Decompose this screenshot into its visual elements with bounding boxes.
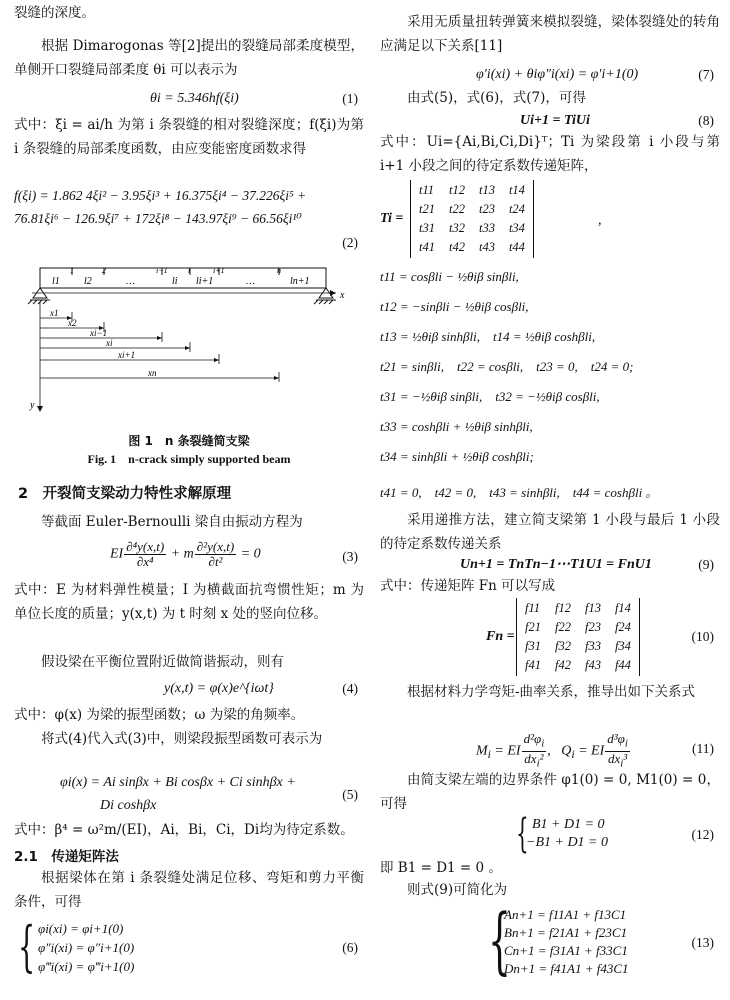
segment-label: … [126, 276, 135, 287]
equation-13-line: Dn+1 = f41A1 + f43C1 [504, 961, 629, 976]
crack-label: i+1 [213, 266, 225, 275]
paragraph: 根据 Dimarogonas 等[2]提出的裂缝局部柔度模型，单侧开口裂缝局部柔度 θi 可以表示为 [14, 38, 364, 78]
paragraph: 即 B1 = D1 = 0 。 [380, 860, 502, 876]
equation-12-line: B1 + D1 = 0 [532, 817, 605, 832]
crack-label: 1 [70, 266, 74, 275]
figure-caption-en: Fig. 1 n-crack simply supported beam [87, 452, 291, 466]
equation-number: (8) [698, 113, 714, 128]
equation-9: Un+1 = TnTn−1⋯T1U1 = FnU1 [460, 557, 652, 572]
crack-label: i [188, 266, 191, 275]
x-axis-label: x [340, 290, 345, 301]
equation-12-line: −B1 + D1 = 0 [526, 835, 609, 850]
dimension-label: xn [148, 368, 157, 378]
transfer-matrix-F: f11 f12 f13 f14 f21 f22 f23 f24 f31 f32 f33 f34 f41 f42 f43 f44 [516, 598, 640, 676]
segment-label: … [246, 276, 255, 287]
equation-brace: { [18, 915, 36, 978]
matrix-label: Ti = [380, 211, 404, 226]
dimension-label: x1 [50, 308, 59, 318]
equation-2-line-2: 76.81ξi⁶ − 126.9ξi⁷ + 172ξi⁸ − 143.97ξi⁹ − 66.56ξi¹⁰ [14, 211, 302, 226]
equation-5-line-1: φi(x) = Ai sinβx + Bi cosβx + Ci sinhβx + [60, 775, 296, 790]
transfer-matrix-T: t11 t12 t13 t14 t21 t22 t23 t24 t31 t32 t33 t34 t41 t42 t43 t44 [410, 180, 534, 258]
segment-label: li [172, 276, 178, 287]
coefficient-t33: t33 = coshβli + ½θiβ sinhβli, [380, 419, 533, 434]
paragraph: 式中：ξi = ai/h 为第 i 条裂缝的相对裂缝深度；f(ξi)为第 i 条裂缝的局部柔度函数，由应变能密度函数求得 [14, 117, 364, 157]
y-axis-label: y [30, 400, 35, 411]
equation-11: $M_i$ = EI $\frac{d^2\varphi_i}{dx_i^2}$ , $Q_i$ = EI $\frac{d^3\varphi_i}{dx_i^3}$ [476, 731, 628, 770]
equation-number: (9) [698, 557, 714, 572]
paragraph: 式中：β⁴ = ω²m/(EI)，Ai，Bi，Ci，Di均为待定系数。 [14, 822, 354, 838]
dimension-label: xi+1 [118, 350, 136, 360]
equation-7: φ′i(xi) + θiφ″i(xi) = φ′i+1(0) [476, 67, 639, 82]
equation-number: (4) [342, 681, 358, 696]
paragraph: 式中：Ui={Ai,Bi,Ci,Di}ᵀ；Ti 为梁段第 i 小段与第 i+1 小段之间的待定系数传递矩阵， [380, 134, 720, 174]
left-column [14, 0, 364, 1000]
equation-number: (12) [691, 827, 714, 842]
coefficient-t31-t32: t31 = −½θiβ sinβli, t32 = −½θiβ cosβli, [380, 389, 600, 404]
matrix-comma: , [598, 213, 602, 228]
paragraph: 将式(4)代入式(3)中，则梁段振型函数可表示为 [41, 731, 323, 747]
coefficient-t34: t34 = sinhβli + ½θiβ coshβli; [380, 449, 534, 464]
segment-label: li+1 [196, 276, 214, 287]
equation-brace: { [488, 898, 511, 982]
crack-label: n [277, 266, 281, 275]
subsection-heading: 2.1 传递矩阵法 [14, 849, 119, 865]
coefficient-t4x: t41 = 0, t42 = 0, t43 = sinhβli, t44 = coshβli 。 [380, 485, 659, 500]
paragraph: 由简支梁左端的边界条件 φ1(0) = 0, M1(0) = 0，可得 [380, 772, 720, 812]
equation-2-line-1: f(ξi) = 1.862 4ξi² − 3.95ξi³ + 16.375ξi⁴ − 37.226ξi⁵ + [14, 188, 307, 203]
equation-5-line-2: Di coshβx [100, 798, 157, 813]
equation-13-line: Cn+1 = f31A1 + f33C1 [504, 943, 628, 958]
equation-number: (6) [342, 940, 358, 955]
equation-6-line: φi(xi) = φi+1(0) [38, 921, 124, 936]
figure-caption-cn: 图 1 n 条裂缝简支梁 [128, 434, 250, 448]
coefficient-t11: t11 = cosβli − ½θiβ sinβli, [380, 269, 519, 284]
coefficient-t2x: t21 = sinβli, t22 = cosβli, t23 = 0, t24 = 0; [380, 359, 634, 374]
equation-3: EI $\frac{\text{∂⁴y(x,t)}}{\text{∂x⁴}}$ + m $\frac{\text{∂²y(x,t)}}{\text{∂t²}}$ = 0 [110, 539, 261, 569]
equation-13-line: Bn+1 = f21A1 + f23C1 [504, 925, 628, 940]
dimension-label: xi [106, 338, 113, 348]
equation-number: (13) [691, 935, 714, 950]
equation-6-line: φ″i(xi) = φ″i+1(0) [38, 940, 135, 955]
paragraph: 根据梁体在第 i 条裂缝处满足位移、弯矩和剪力平衡条件，可得 [14, 870, 364, 910]
paragraph: 采用无质量扭转弹簧来模拟裂缝，梁体裂缝处的转角应满足以下关系[11] [380, 14, 720, 54]
equation-number: (11) [692, 741, 714, 756]
paragraph: 采用递推方法，建立简支梁第 1 小段与最后 1 小段的待定系数传递关系 [380, 512, 720, 552]
equation-number: (10) [691, 629, 714, 644]
dimension-label: xi−1 [90, 328, 108, 338]
equation-number: (7) [698, 67, 714, 82]
section-heading: 2 开裂简支梁动力特性求解原理 [18, 486, 232, 502]
equation-4: y(x,t) = φ(x)e^{iωt} [164, 681, 274, 696]
paragraph: 等截面 Euler-Bernoulli 梁自由振动方程为 [41, 514, 303, 530]
equation-8: Ui+1 = TiUi [520, 113, 590, 128]
equation-number: (3) [342, 549, 358, 564]
paragraph: 根据材料力学弯矩-曲率关系，推导出如下关系式 [407, 684, 696, 700]
crack-label: i−1 [156, 266, 168, 275]
text-line: 裂缝的深度。 [14, 5, 95, 21]
segment-label: l2 [84, 276, 92, 287]
paragraph: 式中：φ(x) 为梁的振型函数；ω 为梁的角频率。 [14, 707, 305, 723]
paragraph: 由式(5)，式(6)，式(7)，可得 [407, 90, 586, 106]
paragraph: 则式(9)可简化为 [407, 882, 508, 898]
equation-number: (2) [342, 235, 358, 250]
segment-label: l1 [52, 276, 60, 287]
equation-number: (1) [342, 91, 358, 106]
dimension-label: x2 [68, 318, 77, 328]
paragraph: 式中：E 为材料弹性模量；I 为横截面抗弯惯性矩；m 为单位长度的质量；y(x,t) 为 t 时刻 x 处的竖向位移。 [14, 582, 364, 622]
equation-number: (5) [342, 787, 358, 802]
paragraph: 式中：传递矩阵 Fn 可以写成 [380, 578, 556, 594]
paragraph: 假设梁在平衡位置附近做简谐振动，则有 [41, 654, 284, 670]
equation-6-line: φ‴i(xi) = φ‴i+1(0) [38, 959, 135, 974]
coefficient-t13-t14: t13 = ½θiβ sinhβli, t14 = ½θiβ coshβli, [380, 329, 596, 344]
crack-label: 2 [102, 266, 106, 275]
figure-1-beam-diagram [14, 262, 364, 422]
equation-1: θi = 5.346hf(ξi) [150, 91, 239, 106]
matrix-label: Fn = [486, 629, 515, 644]
coefficient-t12: t12 = −sinβli − ½θiβ cosβli, [380, 299, 529, 314]
equation-13-line: An+1 = f11A1 + f13C1 [504, 907, 627, 922]
segment-label: ln+1 [290, 276, 310, 287]
right-column [380, 0, 720, 1000]
equation-brace: { [516, 811, 529, 857]
beam [40, 268, 326, 288]
